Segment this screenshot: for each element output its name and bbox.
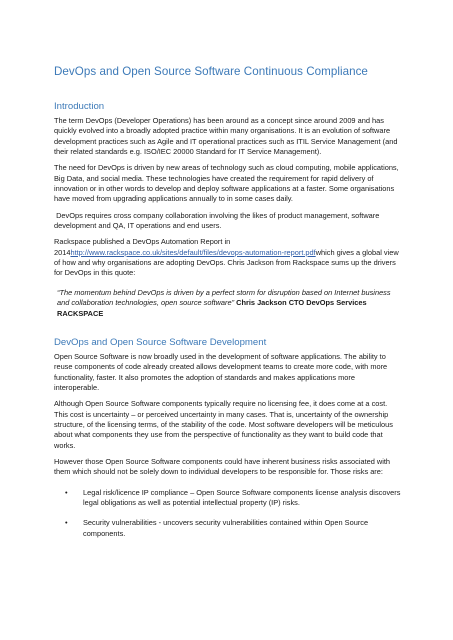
paragraph-text: Rackspace published a DevOps Automation Report in 2014 (54, 237, 231, 257)
paragraph: DevOps requires cross company collaboration involving the likes of product management, software development and QA, IT operations and end users. (54, 210, 382, 231)
section-heading-introduction: Introduction (54, 101, 105, 112)
bullet-icon: • (65, 487, 68, 497)
paragraph: Open Source Software is now broadly used in the development of software applications. The ability to reuse components of code already created allows development teams to create more code, with more functionality, faster. It also promotes the adoption of standards and makes applications more interoperable. (54, 351, 388, 392)
quote-attribution: Chris Jackson CTO DevOps Services RACKSPACE (57, 298, 367, 318)
list-item (54, 518, 402, 539)
document-body (54, 64, 402, 549)
paragraph-with-link (54, 237, 402, 278)
paragraph-text: which gives a global view of how and why organisations are adopting DevOps. Chris Jackson from Rackspace sums up the drivers for DevOps in this quote: (54, 247, 399, 278)
list-item-text: Security vulnerabilities - uncovers security vulnerabilities contained within Open Source components. (83, 518, 369, 538)
paragraph: Although Open Source Software components typically require no licensing fee, it does come at a cost. This cost is uncertainty – or perceived uncertainty in many cases. That is, uncertainty of the ownership structure, of the licensing terms, of the stability of the code. Most software developers will be meticulous about what components they use from the perspective of functionality as they want to build code that works. (54, 399, 393, 450)
paragraph: The term DevOps (Developer Operations) has been around as a concept since around 2009 and has quickly evolved into a broadly adopted practice within many organisations. It is an evolution of software development practices such as Agile and IT operational practices such as ITIL Service Management (and their related standards e.g. ISO/IEC 20000 Standard for IT Service Management). (54, 116, 398, 157)
document-title: DevOps and Open Source Software Continuous Compliance (54, 65, 368, 78)
paragraph: The need for DevOps is driven by new areas of technology such as cloud computing, mobile applications, Big Data, and social media. These technologies have created the requirement for rapid delivery of innovation or in other words to develop and deploy software applications at a faster. Some organisations have moved from upgrading applications annually to in some cases daily. (54, 163, 399, 204)
quote-block (54, 288, 402, 319)
list-item-text: Legal risk/licence IP compliance – Open Source Software components license analysis discovers legal obligations as well as potential intellectual property (IP) risks. (83, 487, 401, 507)
quote-text: “The momentum behind DevOps is driven by a perfect storm for disruption based on Internet business and collaboration technologies, open source software” (57, 287, 391, 308)
rackspace-report-link[interactable]: http://www.rackspace.co.uk/sites/default/files/devops-automation-report.pdf (70, 247, 316, 257)
list-item (54, 488, 402, 509)
risk-list (54, 488, 402, 539)
bullet-icon: • (65, 518, 68, 528)
section-heading-oss-development: DevOps and Open Source Software Development (54, 336, 267, 348)
paragraph: However those Open Source Software components could have inherent business risks associated with them which should not be solely down to individual developers to be responsible for. Those risks are: (54, 456, 391, 477)
